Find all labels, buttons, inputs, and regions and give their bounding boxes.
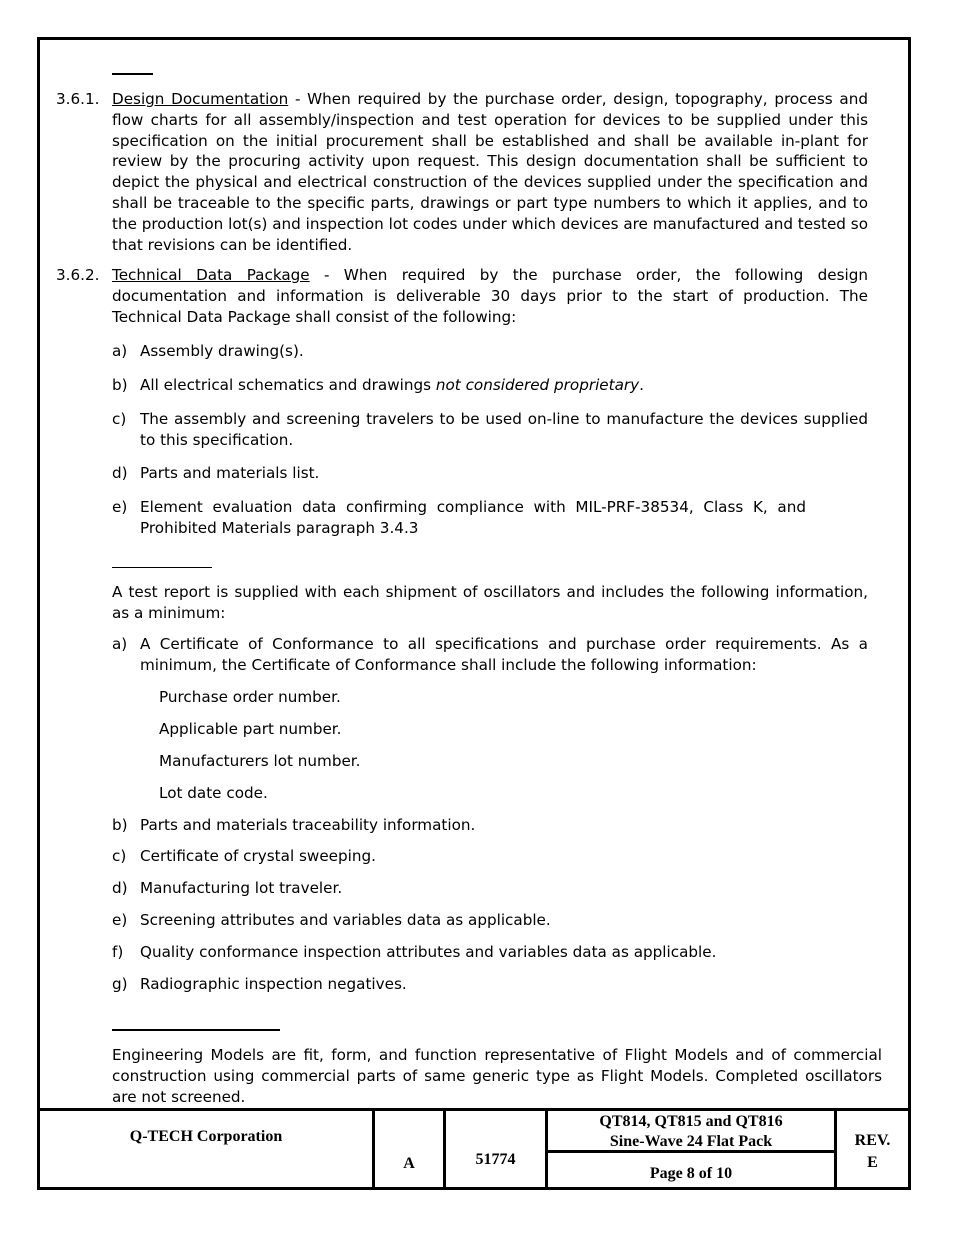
- report-item-text: A Certificate of Conformance to all specifications and purchase order requirements. As a minimum, the Certificate of Conformance shall include the following information:: [140, 635, 868, 674]
- document-title-line2: Sine-Wave 24 Flat Pack: [609, 1133, 773, 1150]
- report-item-text: Manufacturing lot traveler.: [140, 879, 343, 897]
- report-item-label: d): [112, 879, 128, 897]
- document-title-line1: QT814, QT815 and QT816: [599, 1113, 783, 1130]
- tdp-item-tail: .: [639, 376, 644, 394]
- report-subitem: Purchase order number.: [159, 688, 341, 706]
- report-subitem: Lot date code.: [159, 784, 268, 802]
- revision-label: REV.: [854, 1132, 891, 1149]
- tdp-item-label: e): [112, 498, 128, 516]
- page-number: Page 8 of 10: [649, 1165, 733, 1182]
- tdp-item-label: b): [112, 376, 128, 394]
- report-item-text: Radiographic inspection negatives.: [140, 975, 407, 993]
- report-item-label: g): [112, 975, 128, 993]
- section-361-paragraph: [112, 89, 868, 255]
- section-number-361: 3.6.1.: [56, 90, 100, 108]
- report-item-label: a): [112, 635, 128, 653]
- report-item-text: Parts and materials traceability information.: [140, 816, 476, 834]
- tdp-item-label: c): [112, 410, 127, 428]
- report-item-label: f): [112, 943, 124, 961]
- company-name: Q-TECH Corporation: [129, 1128, 283, 1145]
- cage-code: 51774: [475, 1151, 516, 1168]
- title-block-divider: [372, 1108, 375, 1190]
- tdp-item-label: d): [112, 464, 128, 482]
- title-block: [40, 1108, 908, 1190]
- report-item-label: b): [112, 816, 128, 834]
- section-361-text: - When required by the purchase order, design, topography, process and flow charts for all assembly/inspection and test operation for devices to be supplied under this specification on the initial procurement shall be established and shall be available in-plant for review by the procuring activity upon request. This design documentation shall be sufficient to depict the physical and electrical construction of the devices supplied under the specification and shall be traceable to the specific parts, drawings or part type numbers to which it applies, and to the production lot(s) and inspection lot codes under which devices are manufactured and tested so that revisions can be identified.: [112, 90, 868, 254]
- title-block-divider: [443, 1108, 446, 1190]
- title-block-rule: [40, 1108, 908, 1111]
- report-item-label: c): [112, 847, 127, 865]
- tdp-item-text: [140, 375, 644, 396]
- tdp-item-text: Assembly drawing(s).: [140, 342, 304, 360]
- report-item-label: e): [112, 911, 128, 929]
- section-362-paragraph: [112, 265, 868, 327]
- tdp-item-text: The assembly and screening travelers to be used on-line to manufacture the devices supplied to this specification.: [140, 410, 868, 449]
- tdp-item-text-main: All electrical schematics and drawings: [140, 376, 436, 394]
- report-item-text: Certificate of crystal sweeping.: [140, 847, 376, 865]
- section-rule: [112, 1029, 280, 1031]
- tdp-item-text: Parts and materials list.: [140, 464, 320, 482]
- size-code: A: [403, 1155, 415, 1172]
- heading-rule: [112, 73, 153, 75]
- report-item-text: Quality conformance inspection attributes and variables data as applicable.: [140, 943, 717, 961]
- report-subitem: Manufacturers lot number.: [159, 752, 361, 770]
- revision-value: E: [867, 1154, 878, 1171]
- tdp-item-text: Element evaluation data confirming compliance with MIL-PRF-38534, Class K, and Prohibited Materials paragraph 3.4.3: [140, 498, 806, 537]
- section-362-title: Technical Data Package: [112, 266, 310, 284]
- tdp-item-emphasis: not considered proprietary: [435, 376, 640, 394]
- engineering-models-text: Engineering Models are fit, form, and function representative of Flight Models and of commercial construction using commercial parts of same generic type as Flight Models. Completed oscillators are not screened.: [112, 1046, 882, 1106]
- section-362-text: - When required by the purchase order, the following design documentation and information is deliverable 30 days prior to the start of production. The Technical Data Package shall consist of the following:: [112, 266, 868, 326]
- test-report-intro: A test report is supplied with each shipment of oscillators and includes the following information, as a minimum:: [112, 583, 868, 622]
- section-361-title: Design Documentation: [112, 90, 289, 108]
- report-item-text: Screening attributes and variables data as applicable.: [140, 911, 551, 929]
- section-number-362: 3.6.2.: [56, 266, 100, 284]
- tdp-item-label: a): [112, 342, 128, 360]
- report-subitem: Applicable part number.: [159, 720, 342, 738]
- section-rule: [112, 567, 212, 568]
